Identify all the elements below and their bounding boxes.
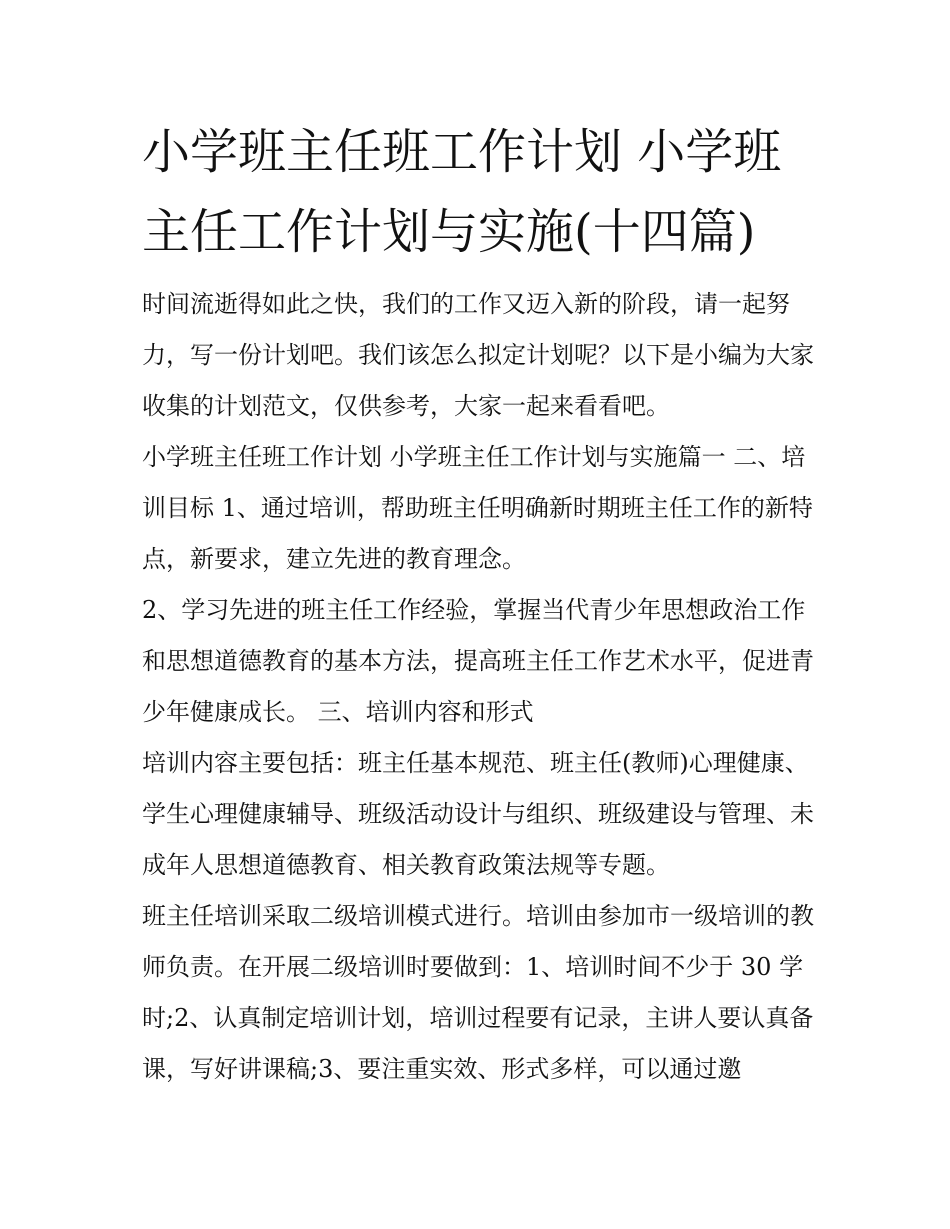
paragraph-training-mode: 班主任培训采取二级培训模式进行。培训由参加市一级培训的教师负责。在开展二级培训时要做到：1、培训时间不少于 30 学时;2、认真制定培训计划，培训过程要有记录，主讲人要认真备课，写好讲课稿;3、要注重实效、形式多样，可以通过邀 xyxy=(142,902,814,1083)
paragraph-training-content: 培训内容主要包括：班主任基本规范、班主任(教师)心理健康、学生心理健康辅导、班级活动设计与组织、班级建设与管理、未成年人思想道德教育、相关教育政策法规等专题。 xyxy=(142,749,814,879)
paragraph-training-goals: 小学班主任班工作计划 小学班主任工作计划与实施篇一 二、培训目标 1、通过培训，帮助班主任明确新时期班主任工作的新特点，新要求，建立先进的教育理念。 xyxy=(142,443,813,573)
paragraph-intro: 时间流逝得如此之快，我们的工作又迈入新的阶段，请一起努力，写一份计划吧。我们该怎么拟定计划呢？以下是小编为大家收集的计划范文，仅供参考，大家一起来看看吧。 xyxy=(142,290,814,420)
document-title: 小学班主任班工作计划 小学班主任工作计划与实施(十四篇) xyxy=(142,124,782,260)
document-body xyxy=(142,279,822,1095)
paragraph-learning-experience: 2、学习先进的班主任工作经验，掌握当代青少年思想政治工作和思想道德教育的基本方法，提高班主任工作艺术水平，促进青少年健康成长。 三、培训内容和形式 xyxy=(142,596,814,726)
